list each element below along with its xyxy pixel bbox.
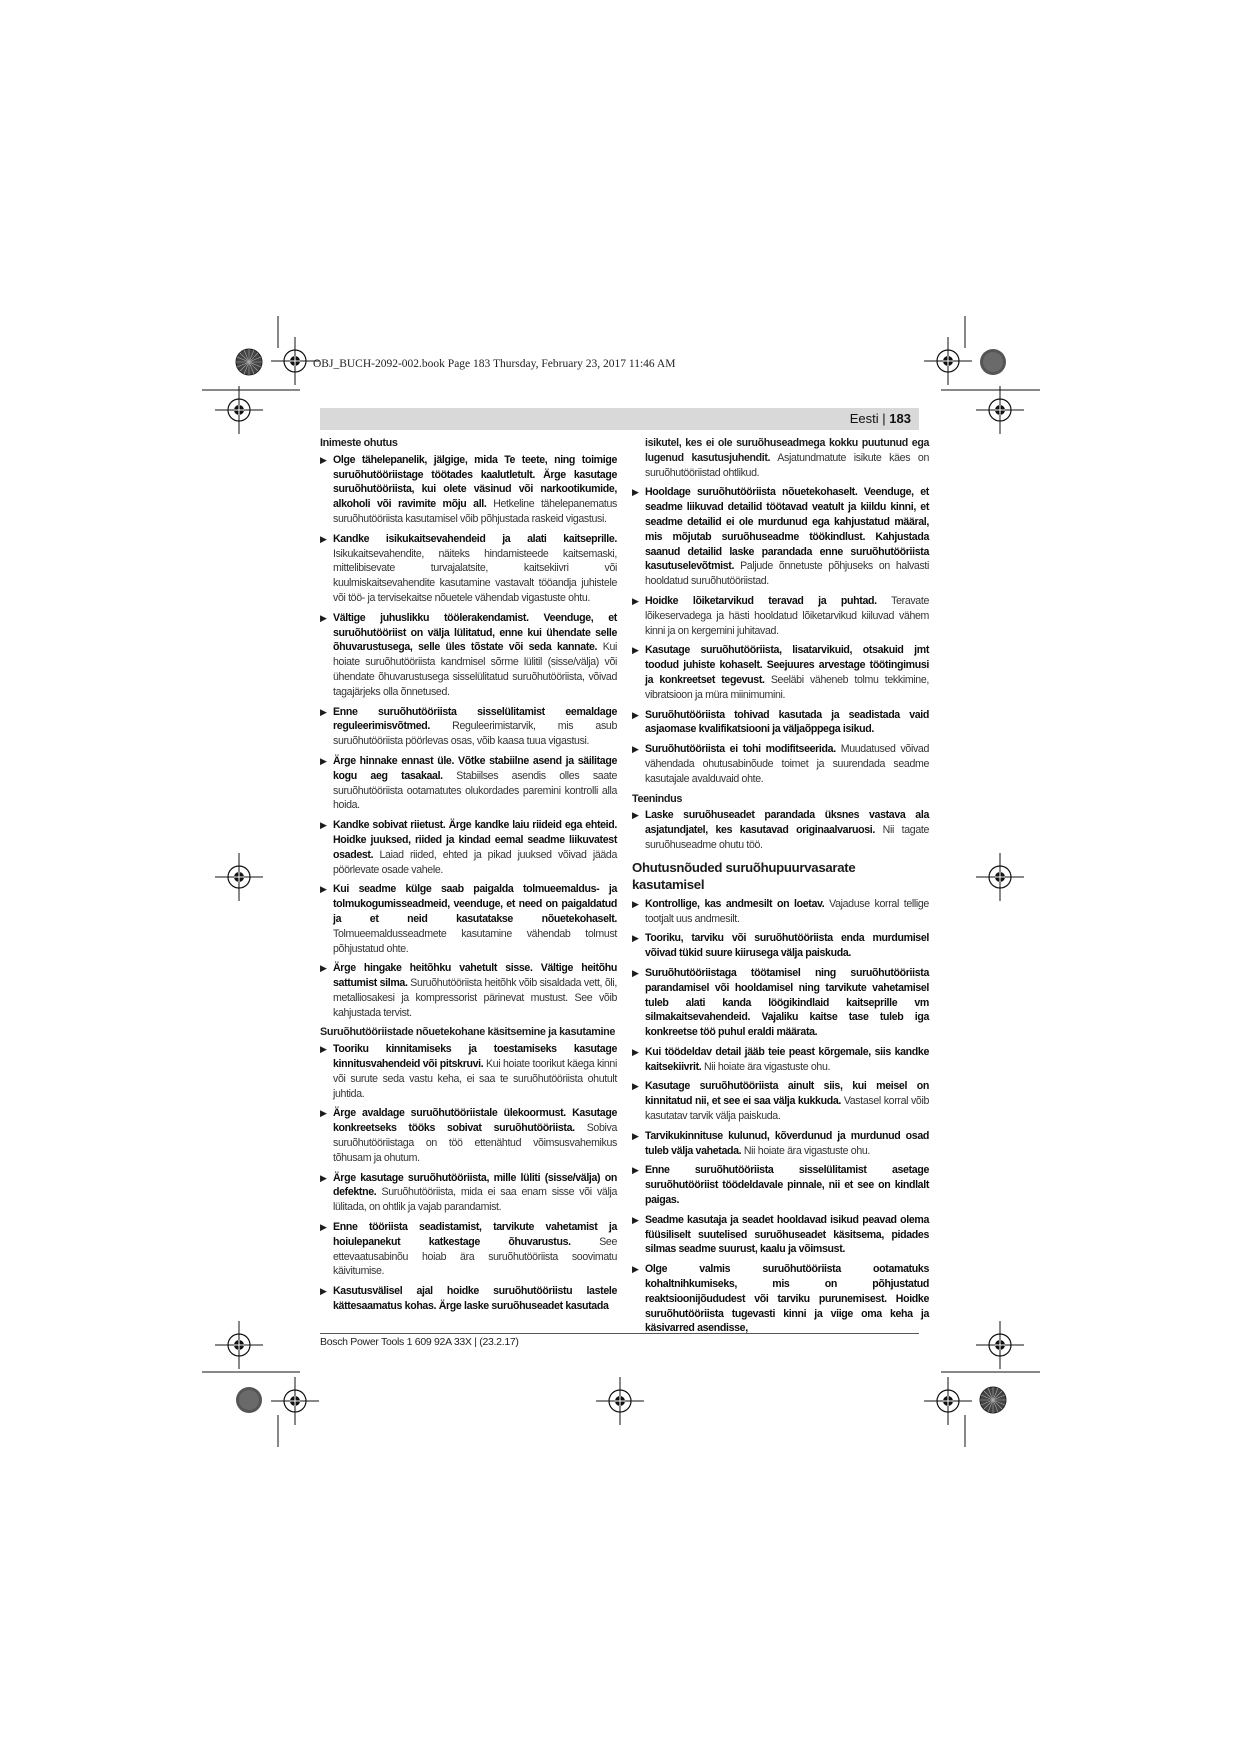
list-item: ▶ Suruõhutööriista tohivad kasutada ja seadistada vaid asjaomase kvalifikatsiooni ja väljaõppega isikud.: [632, 708, 929, 736]
bullet-arrow-icon: ▶: [632, 967, 639, 978]
continued-paragraph: isikutel, kes ei ole suruõhuseadmega kokku puutunud ega lugenud kasutusjuhendit. Asjatundmatute isikute käes on suruõhutööriistad ohtlikud.: [645, 437, 930, 479]
print-slug: OBJ_BUCH-2092-002.book Page 183 Thursday, February 23, 2017 11:46 AM: [313, 358, 676, 370]
bullet-arrow-icon: ▶: [632, 1165, 639, 1176]
star-target-top-left: [236, 349, 262, 375]
list-item: ▶ Kui töödeldav detail jääb teie peast kõrgemale, siis kandke kaitsekiivrit. Nii hoiate ära vigastuste ohu.: [632, 1045, 929, 1073]
bullet-arrow-icon: ▶: [320, 1222, 327, 1233]
list-item: ▶ Kandke isikukaitsevahendeid ja alati kaitseprille. Isikukaitsevahendite, näiteks hindamisteede kaitsemaski, mittelibisevate turvajalatsite, kaitsekiivri või kuulmiskaitsevahendite kasutamine vastavalt tööandja juhistele või töö- ja tervisekaitse nõuetele vähendab vigastuste ohtu.: [320, 532, 617, 604]
bullet-arrow-icon: ▶: [632, 1081, 639, 1092]
bullet-arrow-icon: ▶: [320, 706, 327, 717]
section-heading-personal-safety: Inimeste ohutus: [320, 437, 398, 449]
list-item: ▶ Suruõhutööriistaga töötamisel ning suruõhutööriista parandamisel või hooldamisel ning tarvikute vahetamisel tuleb alati kanda löögikindlaid kaitseprille vm silmakaitsevahendeid. Vajaliku kaitse tase tuleb iga konkreetse töö puhul eraldi määrata.: [632, 966, 929, 1039]
bullet-arrow-icon: ▶: [632, 709, 639, 720]
list-item: ▶ Kui seadme külge saab paigalda tolmueemaldus- ja tolmukogumisseadmeid, veenduge, et need on paigaldatud ja et neid kasutatakse nõuetekohaselt. Tolmueemaldusseadmete kasutamine vähendab tolmust põhjustatud ohte.: [320, 883, 617, 955]
registration-mark-right-upper: [976, 386, 1024, 434]
list-item: ▶ Tarvikukinnituse kulunud, kõverdunud ja murdunud osad tuleb välja vahetada. Nii hoiate ära vigastuste ohu.: [632, 1129, 929, 1157]
right-column: [632, 436, 929, 1341]
registration-mark-left-upper: [215, 386, 263, 434]
list-item: ▶ Ärge kasutage suruõhutööriista, mille lüliti (sisse/välja) on defektne. Suruõhutööriista, mida ei saa enam sisse või välja lülitada, on ohtlik ja vajab parandamist.: [320, 1171, 617, 1214]
list-item: ▶ Kasutage suruõhutööriista ainult siis, kui meisel on kinnitatud nii, et see ei saa välja kukkuda. Vastasel korral võib kasutatav tarvik välja paiskuda.: [632, 1080, 929, 1123]
bullet-arrow-icon: ▶: [632, 933, 639, 944]
bullet-arrow-icon: ▶: [320, 533, 327, 544]
list-item: ▶ Hooldage suruõhutööriista nõuetekohaselt. Veenduge, et seadme liikuvad detailid töötavad veatult ja kiildu kinni, et seadme detailid ei ole murdunud ega kahjustatud määral, mis mõjutab suruõhuseadme töökindlust. Kahjustada saanud detailid laske parandada enne suruõhutööriista kasutuselevõtmist. Paljude õnnetuste põhjuseks on halvasti hooldatud suruõhutööriistad.: [632, 486, 929, 588]
page-footer: Bosch Power Tools 1 609 92A 33X | (23.2.17): [320, 1336, 519, 1348]
list-item: ▶ Kandke sobivat riietust. Ärge kandke laiu riideid ega ehteid. Hoidke juuksed, riided ja kindad eemal seadme liikuvatest osadest. Laiad riided, ehted ja pikad juuksed võivad jääda pöörlevate osade vahele.: [320, 819, 617, 876]
bullet-arrow-icon: ▶: [320, 1108, 327, 1119]
bullet-arrow-icon: ▶: [632, 487, 639, 498]
bullet-arrow-icon: ▶: [632, 810, 639, 821]
left-column: [320, 436, 617, 1319]
gray-target-bottom-left: [236, 1387, 262, 1413]
bullet-arrow-icon: ▶: [320, 1044, 327, 1055]
header-language: Eesti: [849, 411, 879, 426]
bullet-arrow-icon: ▶: [320, 454, 327, 465]
page-header-bar: [320, 408, 919, 430]
bullet-arrow-icon: ▶: [320, 755, 327, 766]
list-item: ▶ Olge valmis suruõhutööriista ootamatuks kohaltnihkumiseks, mis on põhjustatud reaktsioonijõududest või tarviku purunemisest. Hoidke suruõhutööriista tugevasti kinni ja viige oma keha ja käsivarred asendisse,: [632, 1263, 929, 1335]
registration-mark-bottom-center-left: [596, 1377, 644, 1425]
bullet-arrow-icon: ▶: [632, 645, 639, 656]
list-item: ▶ Vältige juhuslikku töölerakendamist. Veenduge, et suruõhutööriist on välja lülitatud, enne kui ühendate selle õhuvarustusega, selle üles tõstate või seda kannate. Kui hoiate suruõhutööriista kandmisel sõrme lülitil (sisse/välja) või ühendate õhuvarustusega sisselülitatud suruõhutööriista, võivad tagajärjeks olla õnnetused.: [320, 611, 617, 698]
list-item: ▶ Enne suruõhutööriista sisselülitamist asetage suruõhutööriist töödeldavale pinnale, nii et see on kindlalt paigas.: [632, 1164, 929, 1207]
section-heading-service: Teenindus: [632, 792, 683, 805]
bullet-arrow-icon: ▶: [632, 898, 639, 909]
list-item: ▶ Kasutusvälisel ajal hoidke suruõhutööriistu lastele kättesaamatus kohas. Ärge laske suruõhuseadet kasutada: [320, 1285, 617, 1313]
list-item: ▶ Ärge avaldage suruõhutööriistale ülekoormust. Kasutage konkreetseks tööks sobivat suruõhutööriista. Sobiva suruõhutööriistaga on töö ettenähtud võimsusvahemikus tõhusam ja ohutum.: [320, 1107, 617, 1164]
page-number: 183: [889, 411, 911, 426]
registration-mark-right-lower: [976, 1321, 1024, 1369]
bullet-arrow-icon: ▶: [632, 744, 639, 755]
bullet-arrow-icon: ▶: [632, 1046, 639, 1057]
list-item: ▶ Olge tähelepanelik, jälgige, mida Te teete, ning toimige suruõhutööriistage töötades kaalutletult. Ärge kasutage suruõhutööriista, kui olete väsinud või narkootikumide, alkoholi või ravimite mõju all. Hetkeline tähelepanematus suruõhutööriista kasutamisel võib põhjustada raskeid vigastusi.: [320, 453, 617, 525]
bullet-arrow-icon: ▶: [320, 884, 327, 895]
footer-rule: [320, 1333, 919, 1334]
list-item: ▶ Kasutage suruõhutööriista, lisatarvikuid, otsakuid jmt toodud juhiste kohaselt. Seejuures arvestage töötingimusi ja konkreetset tegevust. Seeläbi väheneb tolmu tekkimine, vibratsioon ja müra miinimumini.: [632, 644, 929, 701]
bullet-arrow-icon: ▶: [320, 820, 327, 831]
bullet-arrow-icon: ▶: [632, 1264, 639, 1275]
bullet-arrow-icon: ▶: [632, 1130, 639, 1141]
section-heading-hammer-safety: Ohutusnõuded suruõhupuurvasarate kasutamisel: [632, 859, 856, 892]
bullet-arrow-icon: ▶: [320, 1286, 327, 1297]
bullet-arrow-icon: ▶: [320, 1172, 327, 1183]
list-item: ▶ Kontrollige, kas andmesilt on loetav. Vajaduse korral tellige tootjalt uus andmesilt.: [632, 897, 929, 925]
list-item: ▶ Ärge hinnake ennast üle. Võtke stabiilne asend ja säilitage kogu aeg tasakaal. Stabiilses asendis olles saate suruõhutööriista ootamatutes olukordades paremini kontrolli alla hoida.: [320, 754, 617, 812]
star-target-bottom-right: [980, 1387, 1006, 1413]
gray-target-top-right: [980, 349, 1006, 375]
list-item: ▶ Enne suruõhutööriista sisselülitamist eemaldage reguleerimisvõtmed. Reguleerimistarvik, mis asub suruõhutööriista pöörlevas osas, võib kaasa tuua vigastusi.: [320, 705, 617, 748]
page-label: [850, 411, 911, 426]
bullet-arrow-icon: ▶: [320, 963, 327, 974]
list-item: ▶ Ärge hingake heitõhku vahetult sisse. Vältige heitõhu sattumist silma. Suruõhutööriista heitõhk võib sisaldada vett, õli, metalliosakesi ja kompressorist pärinevat mustust. See võib kahjustada tervist.: [320, 962, 617, 1019]
section-heading-handling: Suruõhutööriistade nõuetekohane käsitsemine ja kasutamine: [320, 1026, 616, 1039]
list-item: ▶ Enne tööriista seadistamist, tarvikute vahetamist ja hoiulepanekut katkestage õhuvarustus. See ettevaatusabinõu hoiab ära suruõhutööriista soovimatu käivitumise.: [320, 1221, 617, 1278]
registration-mark-right-middle: [976, 853, 1024, 901]
bullet-arrow-icon: ▶: [320, 612, 327, 623]
registration-mark-left-middle: [215, 853, 263, 901]
list-item: ▶ Hoidke lõiketarvikud teravad ja puhtad. Teravate lõikeservadega ja hästi hooldatud lõiketarvikud kiiluvad vähem kinni ja on kergemini juhitavad.: [632, 594, 929, 637]
registration-mark-left-lower: [215, 1321, 263, 1369]
list-item: ▶ Tooriku kinnitamiseks ja toestamiseks kasutage kinnitusvahendeid või pitskruvi. Kui hoiate toorikut käega kinni või surute seda vastu keha, ei saa te suruõhutööriista ohutult juhtida.: [320, 1043, 617, 1100]
list-item: ▶ Seadme kasutaja ja seadet hooldavad isikud peavad olema füüsiliselt suutelised suruõhuseadet käsitsema, pidades silmas seadme suurust, kaalu ja võimsust.: [632, 1213, 929, 1256]
header-separator: |: [882, 411, 886, 426]
list-item: ▶ Tooriku, tarviku või suruõhutööriista enda murdumisel võivad tükid suure kiirusega välja paiskuda.: [632, 932, 929, 960]
list-item: ▶ Suruõhutööriista ei tohi modifitseerida. Muudatused võivad vähendada ohutusabinõude toimet ja suurendada seadme kasutajale avalduvaid ohte.: [632, 743, 929, 785]
bullet-arrow-icon: ▶: [632, 1214, 639, 1225]
bullet-arrow-icon: ▶: [632, 595, 639, 606]
list-item: ▶ Laske suruõhuseadet parandada üksnes vastava ala asjatundjatel, kes kasutavad originaalvaruosi. Nii tagate suruõhuseadme ohutu töö.: [632, 809, 929, 851]
